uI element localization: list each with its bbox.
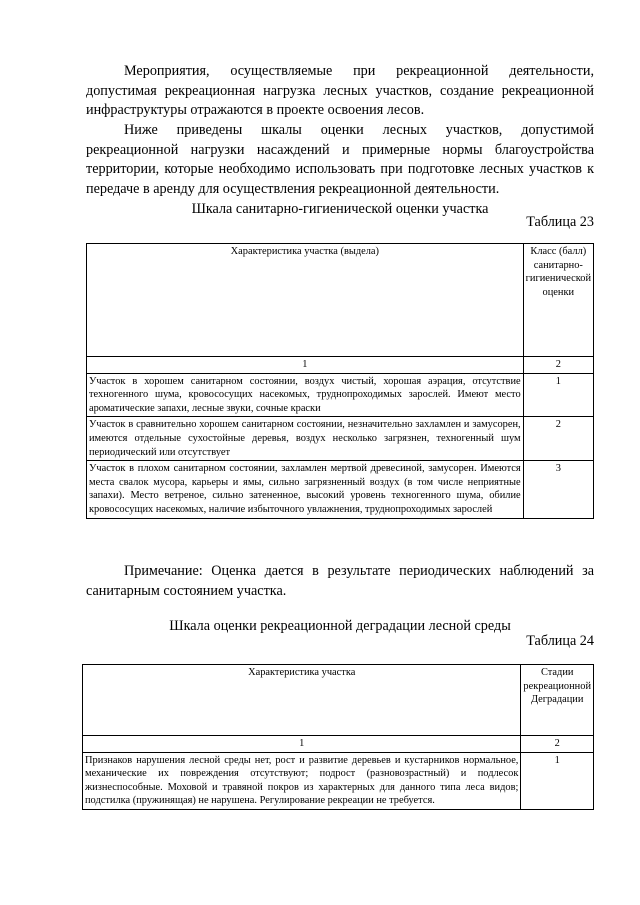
table23-row3-value: 3 <box>523 461 593 518</box>
table24-title: Шкала оценки рекреационной деградации лесной среды <box>169 618 511 634</box>
table23-row1-text: Участок в хорошем санитарном состоянии, воздух чистый, хорошая аэрация, отсутствие техногенного шума, кровососущих насекомых, труднопроходимых зарослей. Имеют место ароматические запахи, лесные звуки, сочные краски <box>87 373 524 417</box>
table23-colnum-row <box>87 357 594 374</box>
table24-row1-value: 1 <box>521 752 594 809</box>
table-23 <box>86 243 594 519</box>
table24-header-col1: Характеристика участка <box>83 665 521 736</box>
paragraph-note: Примечание: Оценка дается в результате периодических наблюдений за санитарным состоянием участка. <box>86 563 594 599</box>
table23-number: Таблица 23 <box>526 214 594 230</box>
table24-number: Таблица 24 <box>526 633 594 649</box>
table-row <box>83 752 594 809</box>
table23-row2-value: 2 <box>523 417 593 461</box>
table24-row1-text: Признаков нарушения лесной среды нет, рост и развитие деревьев и кустарников нормальное, механические их повреждения отсутствуют; подрост (разновозрастный) и подлесок жизнеспособные. Моховой и травяной покров из характерных для данного типа леса видов; подстилка (пружинящая) не нарушена. Регулирование рекреации не требуется. <box>83 752 521 809</box>
table23-colnum-1: 1 <box>87 357 524 374</box>
table23-row2-text: Участок в сравнительно хорошем санитарном состоянии, незначительно захламлен и замусорен, имеются отдельные сухостойные деревья, воздух несколько загрязнен, техногенный шум периодический или отсутствует <box>87 417 524 461</box>
table24-header-row <box>83 665 594 736</box>
table24-colnum-row <box>83 736 594 753</box>
table-row <box>87 417 594 461</box>
table23-row1-value: 1 <box>523 373 593 417</box>
paragraph-intro: Мероприятия, осуществляемые при рекреационной деятельности, допустимая рекреационная нагрузка лесных участков, создание рекреационной инфраструктуры отражаются в проекте освоения лесов. <box>86 63 594 119</box>
table-row <box>87 461 594 518</box>
table23-colnum-2: 2 <box>523 357 593 374</box>
table24-colnum-2: 2 <box>521 736 594 753</box>
table23-row3-text: Участок в плохом санитарном состоянии, захламлен мертвой древесиной, замусорен. Имеются места свалок мусора, карьеры и ямы, сильно загрязненный воздух (в том числе неприятные запахи). Место ветреное, сильно затененное, высокий уровень техногенного шума, обилие кровососущих насекомых, наличие избыточного увлажнения, труднопроходимых зарослей <box>87 461 524 518</box>
table24-header-col2: Стадии рекреационной Деградации <box>521 665 594 736</box>
table23-header-row <box>87 244 594 357</box>
table-row <box>87 373 594 417</box>
paragraph-scales: Ниже приведены шкалы оценки лесных участков, допустимой рекреационной нагрузки насаждений и примерные нормы благоустройства территории, которые необходимо использовать при подготовке лесных участков к передаче в аренду для осуществления рекреационной деятельности. <box>86 122 594 197</box>
table23-title: Шкала санитарно-гигиенической оценки участка <box>191 201 489 217</box>
table24-colnum-1: 1 <box>83 736 521 753</box>
table23-header-col2: Класс (балл) санитарно-гигиенической оценки <box>523 244 593 357</box>
table-24 <box>82 664 594 810</box>
table23-header-col1: Характеристика участка (выдела) <box>87 244 524 357</box>
